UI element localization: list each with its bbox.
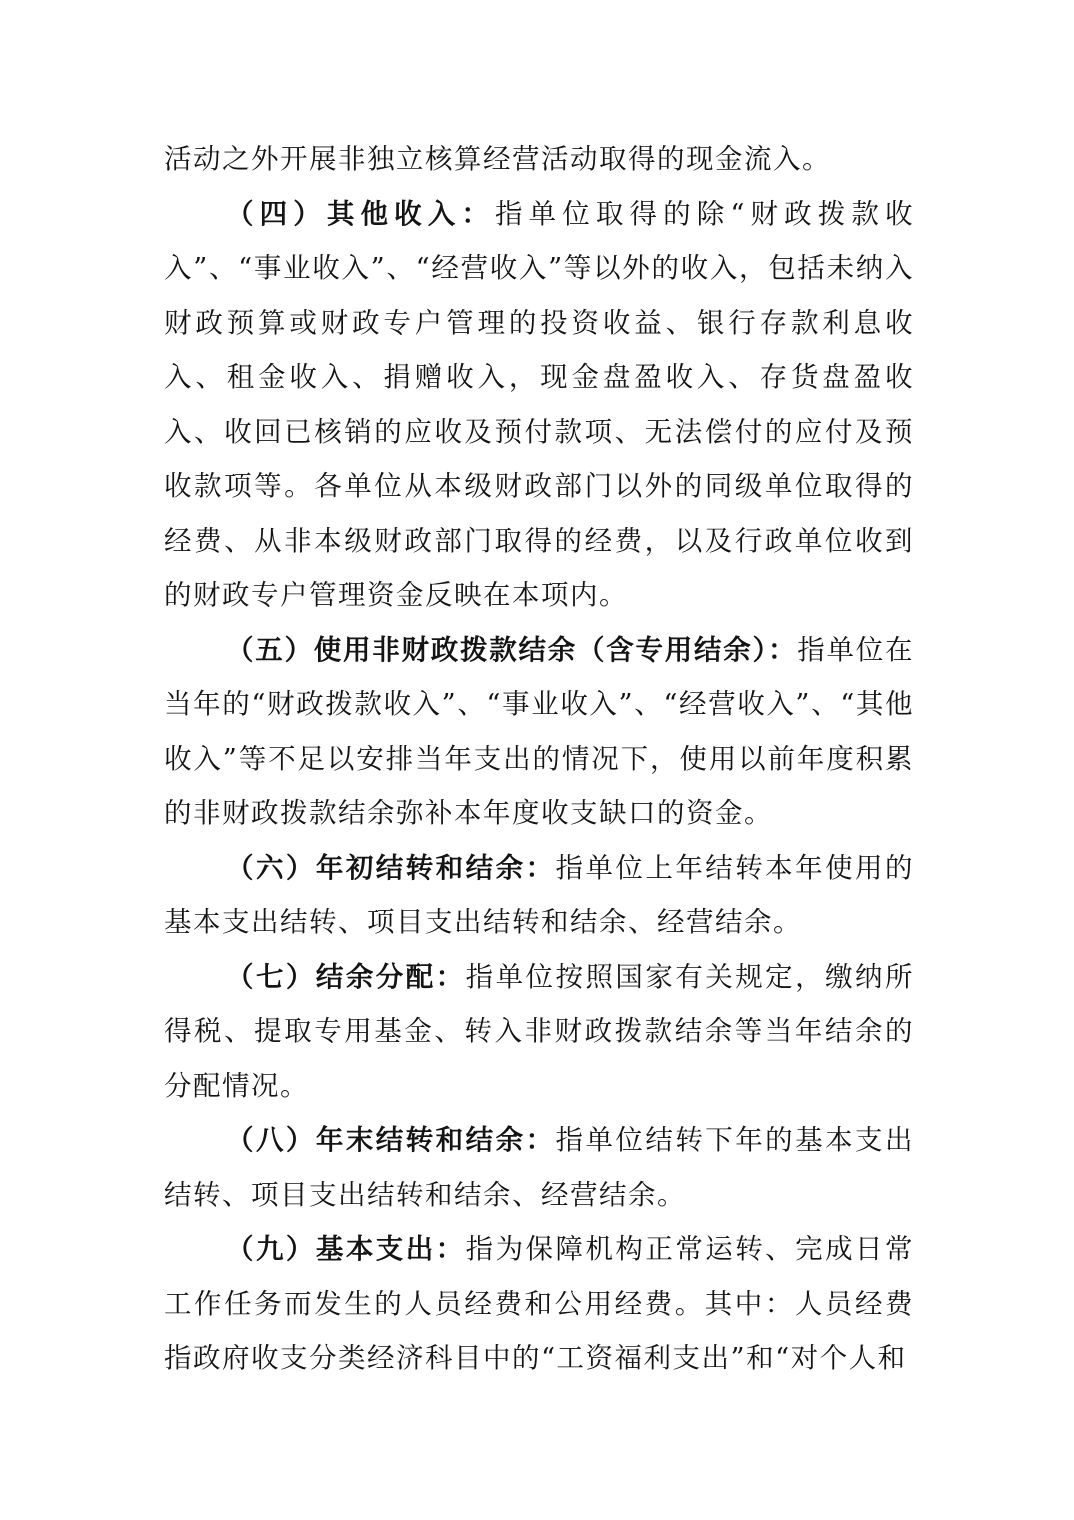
paragraph-non-fiscal-surplus [164,623,914,841]
paragraph-opening-carryover [164,841,914,950]
paragraph-text: 指单位上年结转本年使用的基本支出结转、项目支出结转和结余、经营结余。 [164,851,914,938]
paragraph-heading: （九）基本支出： [226,1233,466,1265]
paragraph-text: 指单位在当年的“财政拨款收入”、“事业收入”、“经营收入”、“其他收入”等不足以安排当年支出的情况下，使用以前年度积累的非财政拨款结余弥补本年度收支缺口的资金。 [164,633,914,829]
paragraph-closing-carryover [164,1113,914,1222]
document-body [164,132,914,1386]
paragraph-heading: （七）结余分配： [226,960,466,993]
paragraph-heading: （四）其他收入： [226,197,495,230]
paragraph-continuation [164,132,914,187]
paragraph-text: 指单位结转下年的基本支出结转、项目支出结转和结余、经营结余。 [164,1124,914,1211]
paragraph-surplus-distribution [164,950,914,1114]
paragraph-text: 指为保障机构正常运转、完成日常工作任务而发生的人员经费和公用经费。其中：人员经费指政府收支分类经济科目中的“工资福利支出”和“对个人和 [164,1233,915,1374]
paragraph-heading: （五）使用非财政拨款结余（含专用结余）： [226,633,798,666]
paragraph-text: 活动之外开展非独立核算经营活动取得的现金流入。 [164,143,831,175]
paragraph-text: 指单位按照国家有关规定，缴纳所得税、提取专用基金、转入非财政拨款结余等当年结余的分配情况。 [164,960,915,1102]
paragraph-other-income [164,187,914,623]
paragraph-heading: （八）年末结转和结余： [226,1124,556,1156]
paragraph-heading: （六）年初结转和结余： [226,851,556,884]
paragraph-basic-expenditure [164,1222,914,1386]
paragraph-text: 指单位取得的除“财政拨款收入”、“事业收入”、“经营收入”等以外的收入，包括未纳入财政预算或财政专户管理的投资收益、银行存款利息收入、租金收入、捐赠收入，现金盘盈收入、存货盘盈收入、收回已核销的应收及预付款项、无法偿付的应付及预收款项等。各单位从本级财政部门以外的同级单位取得的经费、从非本级财政部门取得的经费，以及行政单位收到的财政专户管理资金反映在本项内。 [164,197,915,611]
